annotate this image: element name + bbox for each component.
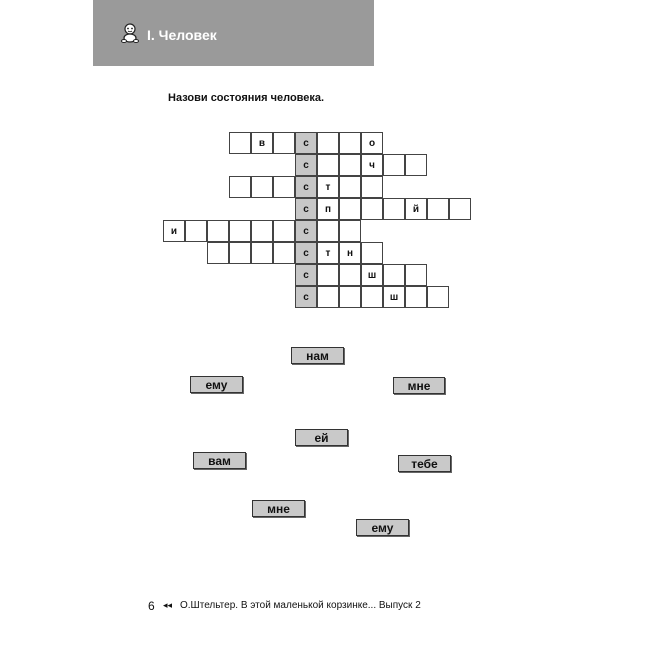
crossword-cell[interactable] (273, 220, 295, 242)
crossword-cell[interactable] (229, 176, 251, 198)
crossword-cell[interactable]: в (251, 132, 273, 154)
word-card[interactable]: ему (356, 519, 409, 536)
crossword-cell[interactable] (339, 264, 361, 286)
crossword-cell[interactable] (449, 198, 471, 220)
crossword-cell[interactable] (229, 132, 251, 154)
crossword-cell[interactable]: ш (383, 286, 405, 308)
word-card[interactable]: вам (193, 452, 246, 469)
crossword-cell[interactable] (405, 154, 427, 176)
crossword-cell[interactable] (229, 220, 251, 242)
task-instruction: Назови состояния человека. (168, 92, 325, 104)
crossword-cell[interactable] (383, 198, 405, 220)
crossword-cell[interactable] (361, 242, 383, 264)
word-card[interactable]: ей (295, 429, 348, 446)
crossword-cell[interactable]: ш (361, 264, 383, 286)
double-arrow-icon: ◂◂ (163, 600, 173, 610)
crossword-cell[interactable] (251, 242, 273, 264)
crossword-key-cell[interactable]: с (295, 264, 317, 286)
crossword-cell[interactable] (339, 286, 361, 308)
word-card[interactable]: ему (190, 376, 243, 393)
crossword-cell[interactable] (383, 264, 405, 286)
crossword-cell[interactable] (317, 132, 339, 154)
crossword-key-cell[interactable]: с (295, 198, 317, 220)
crossword-cell[interactable] (317, 286, 339, 308)
crossword-key-cell[interactable]: с (295, 154, 317, 176)
word-card[interactable]: мне (252, 500, 305, 517)
crossword-cell[interactable] (317, 264, 339, 286)
crossword-cell[interactable] (361, 176, 383, 198)
chapter-title: I. Человек (147, 27, 217, 43)
crossword-cell[interactable] (405, 286, 427, 308)
crossword-cell[interactable]: о (361, 132, 383, 154)
crossword-cell[interactable]: т (317, 176, 339, 198)
page-number: 6 (148, 599, 155, 613)
crossword-key-cell[interactable]: с (295, 286, 317, 308)
sitting-child-icon (119, 22, 141, 44)
crossword-cell[interactable] (383, 154, 405, 176)
crossword-cell[interactable] (185, 220, 207, 242)
crossword-cell[interactable] (339, 220, 361, 242)
crossword-cell[interactable] (229, 242, 251, 264)
crossword-cell[interactable] (361, 198, 383, 220)
word-card[interactable]: тебе (398, 455, 451, 472)
crossword-cell[interactable] (273, 242, 295, 264)
crossword-cell[interactable] (339, 198, 361, 220)
crossword-key-cell[interactable]: с (295, 242, 317, 264)
crossword-cell[interactable] (317, 220, 339, 242)
crossword-cell[interactable]: ч (361, 154, 383, 176)
crossword-cell[interactable]: и (163, 220, 185, 242)
crossword-cell[interactable] (273, 132, 295, 154)
crossword-cell[interactable] (207, 220, 229, 242)
crossword-cell[interactable] (405, 264, 427, 286)
crossword-key-cell[interactable]: с (295, 176, 317, 198)
crossword-cell[interactable] (361, 286, 383, 308)
crossword-cell[interactable] (251, 220, 273, 242)
crossword-cell[interactable] (339, 132, 361, 154)
word-card[interactable]: мне (393, 377, 445, 394)
crossword-cell[interactable]: н (339, 242, 361, 264)
crossword-cell[interactable] (207, 242, 229, 264)
word-card[interactable]: нам (291, 347, 344, 364)
crossword-key-cell[interactable]: с (295, 132, 317, 154)
crossword-cell[interactable] (251, 176, 273, 198)
crossword-cell[interactable] (339, 154, 361, 176)
crossword-cell[interactable]: т (317, 242, 339, 264)
crossword-cell[interactable] (339, 176, 361, 198)
crossword-cell[interactable] (317, 154, 339, 176)
crossword-cell[interactable] (273, 176, 295, 198)
book-reference: О.Штельтер. В этой маленькой корзинке... Выпуск 2 (180, 600, 421, 611)
crossword-cell[interactable] (427, 286, 449, 308)
crossword-cell[interactable]: п (317, 198, 339, 220)
crossword-cell[interactable] (427, 198, 449, 220)
crossword-key-cell[interactable]: с (295, 220, 317, 242)
crossword-cell[interactable]: й (405, 198, 427, 220)
